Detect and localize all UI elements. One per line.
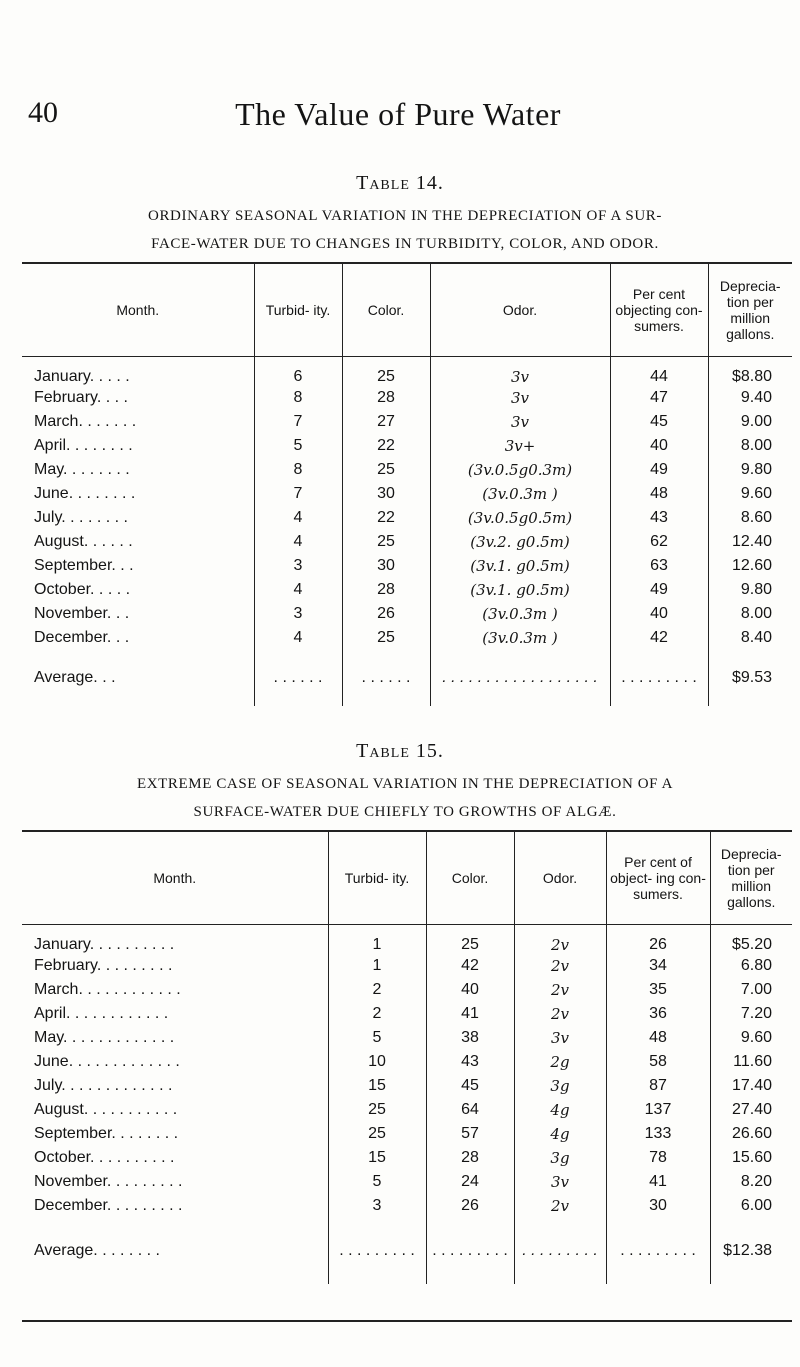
cell-depreciation: 7.20 bbox=[710, 1002, 792, 1026]
table-15-header-odor: Odor. bbox=[514, 832, 606, 924]
cell-turbidity: 3 bbox=[254, 554, 342, 578]
cell-color: 25 bbox=[342, 530, 430, 554]
cell-odor: (3v.0.5g0.3m) bbox=[430, 458, 610, 482]
cell-percent: 47 bbox=[610, 386, 708, 410]
cell-depreciation: 27.40 bbox=[710, 1098, 792, 1122]
cell-month: November. . . . . . . . . bbox=[34, 1173, 183, 1190]
table-14-header-color: Color. bbox=[342, 264, 430, 356]
cell-month: October. . . . . bbox=[34, 581, 131, 598]
cell-percent: 62 bbox=[610, 530, 708, 554]
cell-color: 45 bbox=[426, 1074, 514, 1098]
table-row bbox=[22, 924, 792, 954]
table-row bbox=[22, 458, 792, 482]
cell-color: 28 bbox=[342, 386, 430, 410]
table-row bbox=[22, 1122, 792, 1146]
cell-month: November. . . bbox=[34, 605, 130, 622]
cell-color: 41 bbox=[426, 1002, 514, 1026]
cell-percent: 42 bbox=[610, 626, 708, 650]
table-row bbox=[22, 602, 792, 626]
cell-depreciation: 6.80 bbox=[710, 954, 792, 978]
cell-percent: 36 bbox=[606, 1002, 710, 1026]
cell-depreciation: 9.80 bbox=[708, 458, 792, 482]
cell-depreciation: 9.60 bbox=[710, 1026, 792, 1050]
cell-percent: 48 bbox=[606, 1026, 710, 1050]
table-14-header-turbidity: Turbid- ity. bbox=[254, 264, 342, 356]
cell-odor: (3v.2. g0.5m) bbox=[430, 530, 610, 554]
cell-month: August. . . . . . bbox=[34, 533, 133, 550]
average-turbidity: . . . . . . . . . bbox=[328, 1218, 426, 1284]
cell-turbidity: 4 bbox=[254, 530, 342, 554]
page-header bbox=[28, 96, 768, 146]
cell-percent: 48 bbox=[610, 482, 708, 506]
cell-odor: 2v bbox=[514, 978, 606, 1002]
table-14-header-percent: Per cent objecting con- sumers. bbox=[610, 264, 708, 356]
average-percent: . . . . . . . . . bbox=[606, 1218, 710, 1284]
cell-odor: 3g bbox=[514, 1074, 606, 1098]
cell-month: February. . . . . . . . . bbox=[34, 957, 173, 974]
average-color: . . . . . . bbox=[342, 650, 430, 706]
cell-odor: 3v bbox=[430, 386, 610, 410]
average-depreciation: $12.38 bbox=[710, 1218, 792, 1284]
table-row bbox=[22, 356, 792, 386]
cell-depreciation: 8.00 bbox=[708, 602, 792, 626]
cell-turbidity: 5 bbox=[328, 1026, 426, 1050]
cell-odor: 3v bbox=[514, 1170, 606, 1194]
cell-month: December. . . . . . . . . bbox=[34, 1197, 183, 1214]
table-15-header-percent: Per cent of object- ing con- sumers. bbox=[606, 832, 710, 924]
table-row bbox=[22, 1050, 792, 1074]
cell-percent: 133 bbox=[606, 1122, 710, 1146]
cell-depreciation: 9.40 bbox=[708, 386, 792, 410]
table-15-header-color: Color. bbox=[426, 832, 514, 924]
cell-depreciation: 8.40 bbox=[708, 626, 792, 650]
table-15-header-depreciation: Deprecia- tion per million gallons. bbox=[710, 832, 792, 924]
cell-odor: 2v bbox=[514, 924, 606, 954]
cell-turbidity: 4 bbox=[254, 626, 342, 650]
cell-odor: (3v.0.3m ) bbox=[430, 602, 610, 626]
table-15-header-month: Month. bbox=[22, 832, 328, 924]
cell-color: 25 bbox=[342, 356, 430, 386]
table-14-header-row bbox=[22, 264, 792, 356]
cell-month: February. . . . bbox=[34, 389, 128, 406]
cell-month: June. . . . . . . . bbox=[34, 485, 136, 502]
cell-depreciation: $5.20 bbox=[710, 924, 792, 954]
cell-turbidity: 3 bbox=[328, 1194, 426, 1218]
cell-turbidity: 7 bbox=[254, 410, 342, 434]
table-14-caption-line-2: FACE-WATER DUE TO CHANGES IN TURBIDITY, COLOR, AND ODOR. bbox=[151, 236, 659, 252]
cell-month: June. . . . . . . . . . . . . bbox=[34, 1053, 180, 1070]
page-number: 40 bbox=[28, 96, 58, 129]
table-row bbox=[22, 1074, 792, 1098]
cell-turbidity: 1 bbox=[328, 954, 426, 978]
table-row bbox=[22, 1002, 792, 1026]
cell-color: 25 bbox=[426, 924, 514, 954]
table-15-caption-line-2: SURFACE-WATER DUE CHIEFLY TO GROWTHS OF ALGÆ. bbox=[193, 804, 617, 820]
cell-odor: 4g bbox=[514, 1122, 606, 1146]
cell-percent: 30 bbox=[606, 1194, 710, 1218]
cell-odor: 4g bbox=[514, 1098, 606, 1122]
cell-color: 57 bbox=[426, 1122, 514, 1146]
cell-turbidity: 3 bbox=[254, 602, 342, 626]
cell-month: September. . . bbox=[34, 557, 134, 574]
cell-odor: 2v bbox=[514, 1002, 606, 1026]
table-15-caption-line-1: EXTREME CASE OF SEASONAL VARIATION IN THE DEPRECIATION OF A bbox=[136, 776, 674, 792]
cell-color: 30 bbox=[342, 482, 430, 506]
cell-odor: 3g bbox=[514, 1146, 606, 1170]
cell-color: 28 bbox=[342, 578, 430, 602]
cell-percent: 63 bbox=[610, 554, 708, 578]
average-percent: . . . . . . . . . bbox=[610, 650, 708, 706]
cell-percent: 45 bbox=[610, 410, 708, 434]
cell-turbidity: 4 bbox=[254, 578, 342, 602]
cell-percent: 78 bbox=[606, 1146, 710, 1170]
cell-turbidity: 7 bbox=[254, 482, 342, 506]
table-row bbox=[22, 434, 792, 458]
cell-turbidity: 15 bbox=[328, 1074, 426, 1098]
cell-month: December. . . bbox=[34, 629, 130, 646]
cell-month: May. . . . . . . . . . . . . bbox=[34, 1029, 175, 1046]
cell-month: January. . . . . bbox=[34, 368, 130, 385]
table-row bbox=[22, 1026, 792, 1050]
table-14-header-odor: Odor. bbox=[430, 264, 610, 356]
table-row bbox=[22, 482, 792, 506]
cell-month: January. . . . . . . . . . bbox=[34, 936, 175, 953]
average-row bbox=[22, 650, 792, 706]
cell-depreciation: 8.20 bbox=[710, 1170, 792, 1194]
cell-percent: 41 bbox=[606, 1170, 710, 1194]
cell-percent: 34 bbox=[606, 954, 710, 978]
cell-month: May. . . . . . . . bbox=[34, 461, 130, 478]
cell-depreciation: $8.80 bbox=[708, 356, 792, 386]
cell-month: March. . . . . . . . . . . . bbox=[34, 981, 181, 998]
average-row bbox=[22, 1218, 792, 1284]
cell-color: 28 bbox=[426, 1146, 514, 1170]
cell-depreciation: 9.80 bbox=[708, 578, 792, 602]
table-14-label: Table 14. bbox=[356, 172, 444, 194]
cell-odor: (3v.1. g0.5m) bbox=[430, 578, 610, 602]
cell-depreciation: 9.00 bbox=[708, 410, 792, 434]
cell-month: July. . . . . . . . . . . . . bbox=[34, 1077, 173, 1094]
cell-turbidity: 10 bbox=[328, 1050, 426, 1074]
table-14-header-depreciation: Deprecia- tion per million gallons. bbox=[708, 264, 792, 356]
cell-turbidity: 4 bbox=[254, 506, 342, 530]
table-15-header-row bbox=[22, 832, 792, 924]
table-row bbox=[22, 386, 792, 410]
cell-depreciation: 8.00 bbox=[708, 434, 792, 458]
cell-odor: 2v bbox=[514, 954, 606, 978]
cell-turbidity: 2 bbox=[328, 978, 426, 1002]
cell-depreciation: 15.60 bbox=[710, 1146, 792, 1170]
cell-percent: 49 bbox=[610, 458, 708, 482]
table-15-label: Table 15. bbox=[356, 740, 444, 762]
cell-depreciation: 12.40 bbox=[708, 530, 792, 554]
cell-turbidity: 8 bbox=[254, 458, 342, 482]
cell-odor: (3v.0.3m ) bbox=[430, 626, 610, 650]
cell-color: 38 bbox=[426, 1026, 514, 1050]
table-15 bbox=[22, 832, 792, 1284]
cell-percent: 35 bbox=[606, 978, 710, 1002]
cell-odor: 3v bbox=[514, 1026, 606, 1050]
cell-depreciation: 17.40 bbox=[710, 1074, 792, 1098]
cell-odor: 3v bbox=[430, 410, 610, 434]
cell-color: 25 bbox=[342, 626, 430, 650]
cell-turbidity: 25 bbox=[328, 1122, 426, 1146]
cell-color: 40 bbox=[426, 978, 514, 1002]
cell-odor: 3v bbox=[430, 356, 610, 386]
cell-percent: 40 bbox=[610, 434, 708, 458]
cell-percent: 137 bbox=[606, 1098, 710, 1122]
cell-percent: 43 bbox=[610, 506, 708, 530]
table-row bbox=[22, 626, 792, 650]
table-row bbox=[22, 1146, 792, 1170]
running-title: The Value of Pure Water bbox=[235, 96, 561, 132]
table-15-header-turbidity: Turbid- ity. bbox=[328, 832, 426, 924]
table-row bbox=[22, 1194, 792, 1218]
cell-depreciation: 26.60 bbox=[710, 1122, 792, 1146]
cell-depreciation: 7.00 bbox=[710, 978, 792, 1002]
table-row bbox=[22, 954, 792, 978]
average-label: Average. . . . . . . . bbox=[34, 1242, 160, 1259]
cell-turbidity: 6 bbox=[254, 356, 342, 386]
cell-month: March. . . . . . . bbox=[34, 413, 137, 430]
table-14-header-month: Month. bbox=[22, 264, 254, 356]
average-odor: . . . . . . . . . . . . . . . . . . bbox=[430, 650, 610, 706]
cell-color: 22 bbox=[342, 434, 430, 458]
cell-turbidity: 8 bbox=[254, 386, 342, 410]
cell-odor: (3v.1. g0.5m) bbox=[430, 554, 610, 578]
table-row bbox=[22, 506, 792, 530]
cell-color: 22 bbox=[342, 506, 430, 530]
table-row bbox=[22, 530, 792, 554]
cell-color: 25 bbox=[342, 458, 430, 482]
cell-month: August. . . . . . . . . . . bbox=[34, 1101, 178, 1118]
cell-odor: 2v bbox=[514, 1194, 606, 1218]
cell-percent: 26 bbox=[606, 924, 710, 954]
average-turbidity: . . . . . . bbox=[254, 650, 342, 706]
cell-percent: 87 bbox=[606, 1074, 710, 1098]
cell-month: July. . . . . . . . bbox=[34, 509, 128, 526]
cell-month: September. . . . . . . . bbox=[34, 1125, 179, 1142]
cell-depreciation: 9.60 bbox=[708, 482, 792, 506]
average-label: Average. . . bbox=[34, 669, 116, 686]
average-odor: . . . . . . . . . bbox=[514, 1218, 606, 1284]
cell-turbidity: 2 bbox=[328, 1002, 426, 1026]
cell-month: April. . . . . . . . bbox=[34, 437, 133, 454]
average-color: . . . . . . . . . bbox=[426, 1218, 514, 1284]
table-row bbox=[22, 410, 792, 434]
cell-turbidity: 5 bbox=[328, 1170, 426, 1194]
table-15-bottom-rule bbox=[22, 1320, 792, 1322]
cell-turbidity: 1 bbox=[328, 924, 426, 954]
cell-turbidity: 25 bbox=[328, 1098, 426, 1122]
cell-color: 27 bbox=[342, 410, 430, 434]
table-row bbox=[22, 1098, 792, 1122]
table-14-caption bbox=[20, 202, 790, 258]
cell-color: 43 bbox=[426, 1050, 514, 1074]
table-14-caption-line-1: ORDINARY SEASONAL VARIATION IN THE DEPRECIATION OF A SUR- bbox=[148, 208, 662, 224]
cell-color: 26 bbox=[426, 1194, 514, 1218]
cell-depreciation: 8.60 bbox=[708, 506, 792, 530]
cell-color: 42 bbox=[426, 954, 514, 978]
table-row bbox=[22, 1170, 792, 1194]
cell-percent: 49 bbox=[610, 578, 708, 602]
cell-month: April. . . . . . . . . . . . bbox=[34, 1005, 169, 1022]
cell-odor: (3v.0.3m ) bbox=[430, 482, 610, 506]
cell-odor: 2g bbox=[514, 1050, 606, 1074]
cell-odor: (3v.0.5g0.5m) bbox=[430, 506, 610, 530]
table-row bbox=[22, 578, 792, 602]
cell-month: October. . . . . . . . . . bbox=[34, 1149, 175, 1166]
cell-percent: 40 bbox=[610, 602, 708, 626]
table-row bbox=[22, 554, 792, 578]
cell-color: 24 bbox=[426, 1170, 514, 1194]
cell-percent: 58 bbox=[606, 1050, 710, 1074]
cell-turbidity: 15 bbox=[328, 1146, 426, 1170]
average-depreciation: $9.53 bbox=[708, 650, 792, 706]
cell-color: 30 bbox=[342, 554, 430, 578]
cell-turbidity: 5 bbox=[254, 434, 342, 458]
cell-depreciation: 6.00 bbox=[710, 1194, 792, 1218]
cell-odor: 3v+ bbox=[430, 434, 610, 458]
cell-color: 64 bbox=[426, 1098, 514, 1122]
cell-percent: 44 bbox=[610, 356, 708, 386]
table-14 bbox=[22, 264, 792, 706]
table-15-caption bbox=[20, 770, 790, 826]
table-row bbox=[22, 978, 792, 1002]
cell-color: 26 bbox=[342, 602, 430, 626]
cell-depreciation: 11.60 bbox=[710, 1050, 792, 1074]
cell-depreciation: 12.60 bbox=[708, 554, 792, 578]
